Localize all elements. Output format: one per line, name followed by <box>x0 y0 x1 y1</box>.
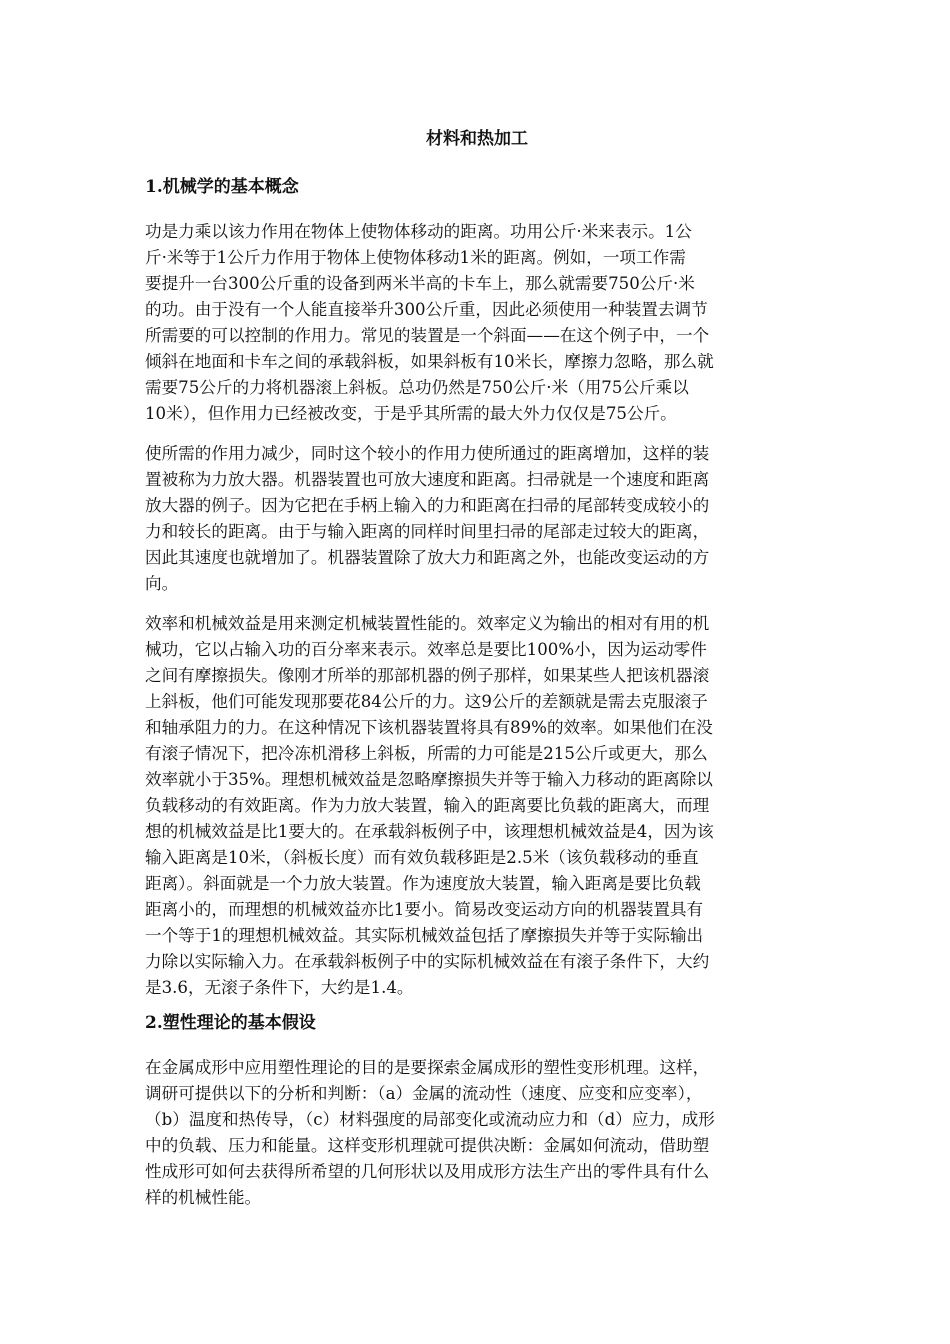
paragraph-force-amplifier <box>145 441 809 597</box>
text-line: 要提升一台300公斤重的设备到两米半高的卡车上，那么就需要750公斤·米 <box>145 274 695 293</box>
text-line: 中的负载、压力和能量。这样变形机理就可提供决断：金属如何流动，借助塑 <box>145 1136 710 1155</box>
text-line: 距离小的，而理想的机械效益亦比1要小。简易改变运动方向的机器装置具有 <box>145 900 704 919</box>
text-line: 放大器的例子。因为它把在手柄上输入的力和距离在扫帚的尾部转变成较小的 <box>145 496 710 515</box>
text-line: 上斜板，他们可能发现那要花84公斤的力。这9公斤的差额就是需去克服滚子 <box>145 692 708 711</box>
text-line: 向。 <box>145 574 179 593</box>
text-line: 输入距离是10米，（斜板长度）而有效负载移距是2.5米（该负载移动的垂直 <box>145 848 699 867</box>
text-line: 效率就小于35%。理想机械效益是忽略摩擦损失并等于输入力移动的距离除以 <box>145 770 713 789</box>
document-title: 材料和热加工 <box>426 129 528 149</box>
text-line: 样的机械性能。 <box>145 1188 262 1207</box>
text-line: 效率和机械效益是用来测定机械装置性能的。效率定义为输出的相对有用的机 <box>145 614 710 633</box>
text-line: 有滚子情况下，把冷冻机滑移上斜板，所需的力可能是215公斤或更大，那么 <box>145 744 708 763</box>
text-line: 使所需的作用力减少，同时这个较小的作用力使所通过的距离增加，这样的装 <box>145 444 710 463</box>
paragraph-efficiency <box>145 611 809 1001</box>
text-line: 距离）。斜面就是一个力放大装置。作为速度放大装置，输入距离是要比负载 <box>145 874 701 893</box>
text-line: 因此其速度也就增加了。机器装置除了放大力和距离之外，也能改变运动的方 <box>145 548 710 567</box>
text-line: 倾斜在地面和卡车之间的承载斜板，如果斜板有10米长，摩擦力忽略，那么就 <box>145 352 714 371</box>
text-line: 之间有摩擦损失。像刚才所举的那部机器的例子那样，如果某些人把该机器滚 <box>145 666 710 685</box>
text-line: 调研可提供以下的分析和判断：（a）金属的流动性（速度、应变和应变率）， <box>145 1084 703 1103</box>
text-line: 负载移动的有效距离。作为力放大装置，输入的距离要比负载的距离大，而理 <box>145 796 710 815</box>
section-heading-mechanics: 1.机械学的基本概念 <box>145 177 299 197</box>
text-line: 性成形可如何去获得所希望的几何形状以及用成形方法生产出的零件具有什么 <box>145 1162 710 1181</box>
text-line: 置被称为力放大器。机器装置也可放大速度和距离。扫帚就是一个速度和距离 <box>145 470 710 489</box>
paragraph-work <box>145 219 809 427</box>
text-line: 械功，它以占输入功的百分率来表示。效率总是要比100%小，因为运动零件 <box>145 640 707 659</box>
text-line: 功是力乘以该力作用在物体上使物体移动的距离。功用公斤·米来表示。1公 <box>145 222 692 241</box>
paragraph-plasticity <box>145 1055 809 1211</box>
text-line: 的功。由于没有一个人能直接举升300公斤重，因此必须使用一种装置去调节 <box>145 300 708 319</box>
text-line: 所需要的可以控制的作用力。常见的装置是一个斜面——在这个例子中，一个 <box>145 326 710 345</box>
text-line: （b）温度和热传导，（c）材料强度的局部变化或流动应力和（d）应力，成形 <box>145 1110 715 1129</box>
text-line: 10米），但作用力已经被改变，于是乎其所需的最大外力仅仅是75公斤。 <box>145 404 677 423</box>
text-line: 力除以实际输入力。在承载斜板例子中的实际机械效益在有滚子条件下，大约 <box>145 952 710 971</box>
text-line: 力和较长的距离。由于与输入距离的同样时间里扫帚的尾部走过较大的距离， <box>145 522 710 541</box>
text-line: 斤·米等于1公斤力作用于物体上使物体移动1米的距离。例如，一项工作需 <box>145 248 686 267</box>
text-line: 想的机械效益是比1要大的。在承载斜板例子中，该理想机械效益是4，因为该 <box>145 822 714 841</box>
text-line: 和轴承阻力的力。在这种情况下该机器装置将具有89%的效率。如果他们在没 <box>145 718 713 737</box>
text-line: 一个等于1的理想机械效益。其实际机械效益包括了摩擦损失并等于实际输出 <box>145 926 704 945</box>
text-line: 是3.6，无滚子条件下，大约是1.4。 <box>145 978 414 997</box>
text-line: 在金属成形中应用塑性理论的目的是要探索金属成形的塑性变形机理。这样， <box>145 1058 710 1077</box>
section-heading-plasticity: 2.塑性理论的基本假设 <box>145 1013 316 1033</box>
text-line: 需要75公斤的力将机器滚上斜板。总功仍然是750公斤·米（用75公斤乘以 <box>145 378 689 397</box>
